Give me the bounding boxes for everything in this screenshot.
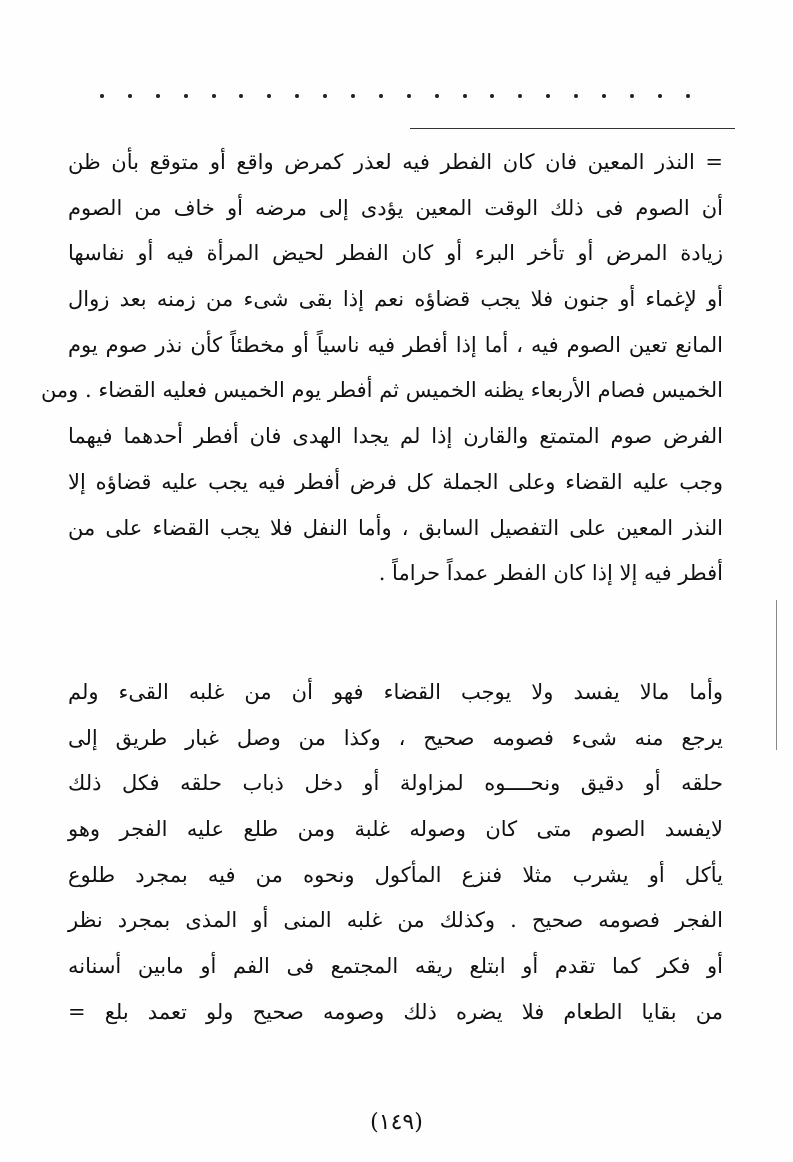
text-line: يأكل أو يشرب مثلا فنزع المأكول ونحوه من فيه بمجرد طلوع xyxy=(68,862,723,887)
ornament-dot xyxy=(156,94,160,98)
ornament-dot xyxy=(574,94,578,98)
ornament-dot xyxy=(546,94,550,98)
ornament-dot xyxy=(128,94,132,98)
ornament-dot xyxy=(267,94,271,98)
continued-paragraph xyxy=(40,140,723,597)
ornament-dot xyxy=(212,94,216,98)
ornament-dot xyxy=(518,94,522,98)
ornament-dot xyxy=(435,94,439,98)
ornament-dot xyxy=(463,94,467,98)
ornament-dot xyxy=(407,94,411,98)
ornament-dot xyxy=(184,94,188,98)
ornament-dot xyxy=(630,94,634,98)
ornament-dot xyxy=(686,94,690,98)
text-line: زيادة المرض أو تأخر البرء أو كان الفطر لحيض المرأة فيه أو نفاسها xyxy=(68,241,723,266)
header-dot-ornament xyxy=(100,94,690,98)
text-line: يرجع منه شىء فصومه صحيح ، وكذا من وصل غبار طريق إلى xyxy=(68,725,723,750)
text-line: حلقه أو دقيق ونحــــوه لمزاولة أو دخل ذباب حلقه فكل ذلك xyxy=(68,771,723,796)
text-line: وأما مالا يفسد ولا يوجب القضاء فهو أن من غلبه القىء ولم xyxy=(68,680,723,704)
page-number: (١٤٩) xyxy=(370,1110,423,1135)
text-line: وجب عليه القضاء وعلى الجملة كل فرض أفطر فيه يجب عليه قضاؤه إلا xyxy=(68,469,723,494)
scan-edge-line xyxy=(776,600,777,750)
ornament-dot xyxy=(351,94,355,98)
text-line: أن الصوم فى ذلك الوقت المعين يؤدى إلى مرضه أو خاف من الصوم xyxy=(68,195,723,220)
text-line: النذر المعين على التفصيل السابق ، وأما النفل فلا يجب القضاء على من xyxy=(68,515,723,540)
text-line: المانع تعين الصوم فيه ، أما إذا أفطر فيه ناسياً أو مخطئاً كأن نذر صوم يوم xyxy=(68,332,723,357)
ornament-dot xyxy=(658,94,662,98)
ornament-dot xyxy=(239,94,243,98)
ornament-dot xyxy=(295,94,299,98)
ornament-dot xyxy=(490,94,494,98)
text-line: أفطر فيه إلا إذا كان الفطر عمداً حراماً . xyxy=(378,561,723,586)
text-line: الفرض صوم المتمتع والقارن إذا لم يجدا الهدى فان أفطر أحدهما فيهما xyxy=(68,424,723,449)
text-line: الفجر فصومه صحيح . وكذلك من غلبه المنى أو المذى بمجرد نظر xyxy=(68,908,723,933)
text-line: لايفسد الصوم متى كان وصوله غلبة ومن طلع عليه الفجر وهو xyxy=(68,817,723,842)
ornament-dot xyxy=(100,94,104,98)
text-line: = النذر المعين فان كان الفطر فيه لعذر كمرض واقع أو متوقع بأن ظن xyxy=(68,150,723,174)
text-line: أو فكر كما تقدم أو ابتلع ريقه المجتمع فى الفم أو مابين أسنانه xyxy=(68,954,723,979)
footnote-separator-rule xyxy=(410,128,735,129)
ornament-dot xyxy=(323,94,327,98)
text-line: من بقايا الطعام فلا يضره ذلك وصومه صحيح ولو تعمد بلع = xyxy=(68,999,723,1024)
ornament-dot xyxy=(379,94,383,98)
paragraph-what-does-not-invalidate xyxy=(68,670,723,1036)
ornament-dot xyxy=(602,94,606,98)
text-line: الخميس فصام الأربعاء يظنه الخميس ثم أفطر يوم الخميس فعليه القضاء . ومن xyxy=(40,378,723,403)
text-line: أو لإغماء أو جنون فلا يجب قضاؤه نعم إذا بقى شىء من زمنه بعد زوال xyxy=(68,287,723,312)
